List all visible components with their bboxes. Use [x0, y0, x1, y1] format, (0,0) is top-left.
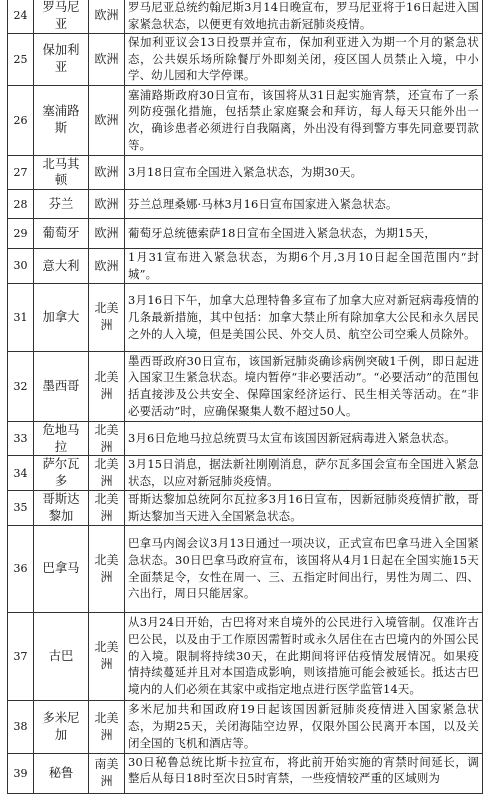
table-row — [8, 219, 483, 249]
continent-cell: 欧洲 — [89, 155, 125, 190]
measure-cell: 哥斯达黎加总统阿尔瓦拉多3月16日宣布，因新冠肺炎疫情扩散，哥斯达黎加当天进入全国紧急状态。 — [125, 490, 483, 525]
measure-cell: 3月18日宣布全国进入紧急状态，为期30天。 — [125, 155, 483, 190]
continent-cell: 北美洲 — [89, 351, 125, 421]
country-cell: 意大利 — [34, 249, 89, 284]
table-row — [8, 190, 483, 219]
measure-cell: 塞浦路斯政府30日宣布，该国将从31日起实施宵禁，还宣布了一系列防疫强化措施，包括禁止家庭聚会和拜访，每人每天只能外出一次，确诊患者必须进行自我隔离，外出没有得到警方事先同意要罚款等。 — [125, 85, 483, 155]
row-number: 28 — [8, 190, 34, 219]
row-number: 31 — [8, 283, 34, 351]
country-cell: 北马其顿 — [34, 155, 89, 190]
row-number: 34 — [8, 456, 34, 491]
table-row — [8, 490, 483, 525]
continent-cell: 欧洲 — [89, 85, 125, 155]
continent-cell: 北美洲 — [89, 456, 125, 491]
row-number: 36 — [8, 525, 34, 612]
measure-cell: 从3月24日开始，古巴将对来自境外的公民进行入境管制。仅准许古巴公民，以及由于工作原因需暂时或永久居住在古巴境内的外国公民的入境。限制将持续30天，在此期间将评估疫情发展情况。如果疫情持续蔓延并且对本国造成影响，则该措施可能会被延长。抵达古巴境内的人们必须在其家中或指定地点进行医学监管14天。 — [125, 612, 483, 700]
continent-cell: 南美洲 — [89, 753, 125, 793]
continent-cell: 欧洲 — [89, 190, 125, 219]
table-row — [8, 0, 483, 33]
continent-cell: 欧洲 — [89, 33, 125, 85]
row-number: 29 — [8, 219, 34, 249]
country-cell: 芬兰 — [34, 190, 89, 219]
row-number: 39 — [8, 753, 34, 793]
measure-cell: 保加利亚议会13日投票并宣布，保加利亚进入为期一个月的紧急状态，公共娱乐场所除餐厅外即刻关闭，疫区国人员禁止入境，中小学、幼儿园和大学停课。 — [125, 33, 483, 85]
row-number: 26 — [8, 85, 34, 155]
continent-cell: 北美洲 — [89, 525, 125, 612]
measure-cell: 3月6日危地马拉总统贾马太宣布该国因新冠病毒进入紧急状态。 — [125, 421, 483, 456]
row-number: 38 — [8, 700, 34, 753]
country-cell: 塞浦路斯 — [34, 85, 89, 155]
measure-cell: 芬兰总理桑娜·马林3月16日宣布国家进入紧急状态。 — [125, 190, 483, 219]
table-row — [8, 351, 483, 421]
measure-cell: 葡萄牙总统德索萨18日宣布全国进入紧急状态，为期15天， — [125, 219, 483, 249]
continent-cell: 北美洲 — [89, 490, 125, 525]
country-cell: 多米尼加 — [34, 700, 89, 753]
country-cell: 巴拿马 — [34, 525, 89, 612]
measure-cell: 30日秘鲁总统比斯卡拉宣布，将此前开始实施的宵禁时间延长，调整后从每日18时至次日5时宵禁，一些疫情较严重的区域则为 — [125, 753, 483, 793]
continent-cell: 北美洲 — [89, 612, 125, 700]
measure-cell: 巴拿马内阁会议3月13日通过一项决议，正式宣布巴拿马进入全国紧急状态。30日巴拿马政府宣布，该国将从4月1日起在全国实施15天全面禁足令，女性在周一、三、五指定时间出行，男性为周二、四、六出行，周日只能居家。 — [125, 525, 483, 612]
continent-cell: 北美洲 — [89, 421, 125, 456]
table-row — [8, 456, 483, 491]
continent-cell: 欧洲 — [89, 219, 125, 249]
table-row — [8, 525, 483, 612]
table-row — [8, 421, 483, 456]
measure-cell: 墨西哥政府30日宣布，该国新冠肺炎确诊病例突破1千例，即日起进入国家卫生紧急状态。境内暂停“非必要活动”。“必要活动”的范围包括直接涉及公共安全、保障国家经济运行、民生相关等活动。在“非必要活动”时，应确保聚集人数不超过50人。 — [125, 351, 483, 421]
table-row — [8, 612, 483, 700]
continent-cell: 北美洲 — [89, 700, 125, 753]
measure-cell: 1月31宣布进入紧急状态，为期6个月,3月10日起全国范围内“封城”。 — [125, 249, 483, 284]
row-number: 25 — [8, 33, 34, 85]
country-cell: 秘鲁 — [34, 753, 89, 793]
country-cell: 葡萄牙 — [34, 219, 89, 249]
country-cell: 罗马尼亚 — [34, 0, 89, 33]
table-row — [8, 33, 483, 85]
measure-cell: 罗马尼亚总统约翰尼斯3月14日晚宣布，罗马尼亚将于16日起进入国家紧急状态，以便更有效地抗击新冠肺炎疫情。 — [125, 0, 483, 33]
table-row — [8, 700, 483, 753]
country-cell: 墨西哥 — [34, 351, 89, 421]
row-number: 24 — [8, 0, 34, 33]
emergency-measures-table — [7, 0, 483, 794]
row-number: 30 — [8, 249, 34, 284]
row-number: 32 — [8, 351, 34, 421]
table-row — [8, 249, 483, 284]
measure-cell: 多米尼加共和国政府19日起该国因新冠肺炎疫情进入国家紧急状态，为期25天，关闭海陆空边界，仅限外国公民离开本国，以及关闭全国的飞机和酒店等。 — [125, 700, 483, 753]
row-number: 35 — [8, 490, 34, 525]
table-row — [8, 283, 483, 351]
country-cell: 保加利亚 — [34, 33, 89, 85]
country-cell: 萨尔瓦多 — [34, 456, 89, 491]
row-number: 27 — [8, 155, 34, 190]
row-number: 33 — [8, 421, 34, 456]
continent-cell: 欧洲 — [89, 0, 125, 33]
table-row — [8, 85, 483, 155]
country-cell: 危地马拉 — [34, 421, 89, 456]
measure-cell: 3月16日下午，加拿大总理特鲁多宣布了加拿大应对新冠病毒疫情的几条最新措施，其中包括：加拿大禁止所有除加拿大公民和永久居民之外的人入境，但是美国公民、外交人员、航空公司空乘人员除外。 — [125, 283, 483, 351]
country-cell: 加拿大 — [34, 283, 89, 351]
table-row — [8, 155, 483, 190]
measure-cell: 3月15日消息，据法新社刚刚消息，萨尔瓦多国会宣布全国进入紧急状态，以应对新冠肺炎疫情。 — [125, 456, 483, 491]
country-cell: 哥斯达黎加 — [34, 490, 89, 525]
row-number: 37 — [8, 612, 34, 700]
country-cell: 古巴 — [34, 612, 89, 700]
table-row — [8, 753, 483, 793]
continent-cell: 北美洲 — [89, 283, 125, 351]
continent-cell: 欧洲 — [89, 249, 125, 284]
